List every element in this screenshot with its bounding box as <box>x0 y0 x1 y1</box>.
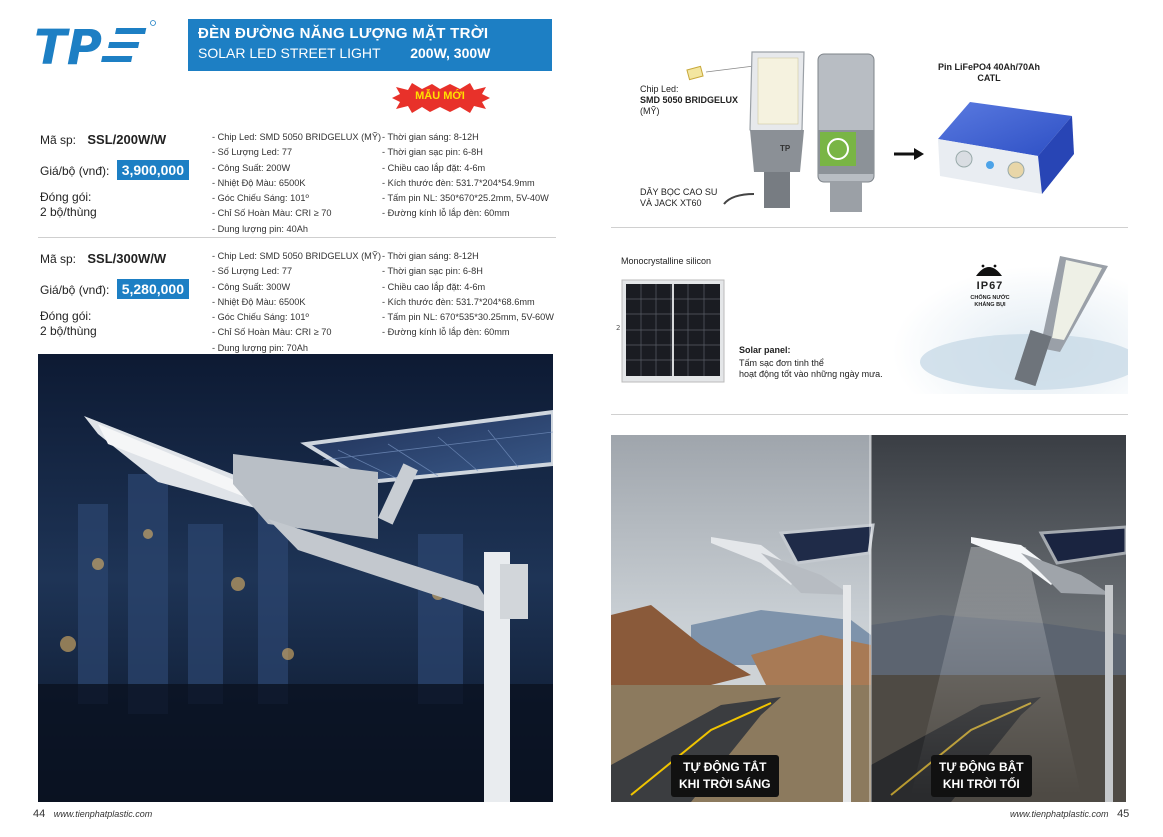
spec-item: - Góc Chiếu Sáng: 101º <box>212 312 309 323</box>
umbrella-icon <box>974 262 1004 278</box>
arrow-icon <box>914 148 924 160</box>
footer-url: www.tienphatplastic.com <box>1010 809 1109 819</box>
spec-item: - Công Suất: 300W <box>212 281 291 292</box>
packing-label: Đóng gói: <box>40 190 92 204</box>
waterproof-lamp-image <box>880 252 1128 394</box>
spec-item: - Kích thước đèn: 531.7*204*68.6mm <box>382 296 535 307</box>
page-subtitle <box>198 45 542 61</box>
spec-item: - Dung lượng pin: 40Ah <box>212 223 308 234</box>
price-label: Giá/bộ (vnđ): <box>40 283 110 297</box>
new-model-badge-text: MẪU MỚI <box>415 90 465 102</box>
spec-item: - Góc Chiếu Sáng: 101º <box>212 193 309 204</box>
spec-item: - Đường kính lỗ lắp đèn: 60mm <box>382 327 510 338</box>
ip-line1: CHỐNG NƯỚC <box>970 295 1010 301</box>
brand-logo <box>34 20 156 70</box>
spec-item: - Thời gian sáng: 8-12H <box>382 132 479 142</box>
day-night-comparison-photo <box>611 435 1126 802</box>
ip-rating: IP67 <box>976 280 1004 292</box>
spec-list-right <box>382 130 549 222</box>
cable-label-line1: DÂY BỌC CAO SU <box>640 187 718 197</box>
spec-item: - Số Lượng Led: 77 <box>212 266 293 277</box>
product-divider <box>38 237 556 238</box>
power-range: 200W, 300W <box>410 45 491 61</box>
panel-type-label: Monocrystalline silicon <box>621 256 712 266</box>
caption-night-line2: KHI TRỜI TỐI <box>942 777 1020 791</box>
spec-item: - Chỉ Số Hoàn Màu: CRI ≥ 70 <box>212 208 332 219</box>
spec-list-left <box>212 130 381 237</box>
spec-item: - Chiều cao lắp đặt: 4-6m <box>382 281 486 292</box>
spec-item: - Thời gian sáng: 8-12H <box>382 251 479 261</box>
code-label: Mã sp: <box>40 133 77 147</box>
spec-item: - Chip Led: SMD 5050 BRIDGELUX (MỸ) <box>212 132 382 142</box>
footer-right <box>1010 808 1129 820</box>
spec-item: - Thời gian sạc pin: 6-8H <box>382 266 483 277</box>
panel-desc-line2: hoạt động tốt vào những ngày mưa. <box>739 369 883 379</box>
caption-day-line1: TỰ ĐỘNG TẮT <box>683 760 767 774</box>
price-label: Giá/bộ (vnđ): <box>40 164 110 178</box>
chip-label-origin: (MỸ) <box>640 106 660 116</box>
panel-desc-line1: Tấm sạc đơn tinh thể <box>739 358 824 368</box>
lamp-brand-mark: TP <box>780 144 791 153</box>
spec-item: - Công Suất: 200W <box>212 162 291 173</box>
panel-title: Solar panel: <box>739 345 791 355</box>
product-code: SSL/300W/W <box>87 251 167 266</box>
spec-item: - Chip Led: SMD 5050 BRIDGELUX (MỸ) <box>212 251 382 261</box>
spec-item: - Số Lượng Led: 77 <box>212 147 293 158</box>
price-value: 3,900,000 <box>117 160 189 180</box>
spec-item: - Tấm pin NL: 350*670*25.2mm, 5V-40W <box>382 193 549 204</box>
spec-list-left <box>212 249 381 356</box>
spec-item: - Dung lượng pin: 70Ah <box>212 342 308 353</box>
component-diagram <box>614 44 1134 219</box>
title-box <box>188 19 552 71</box>
product-code-row <box>40 132 166 147</box>
solar-panel-image <box>616 278 726 384</box>
footer-url: www.tienphatplastic.com <box>53 809 153 819</box>
packing-info <box>40 190 97 220</box>
spec-item: - Nhiệt Độ Màu: 6500K <box>212 177 306 188</box>
cable-label <box>640 187 717 209</box>
page-number: 45 <box>1117 808 1130 820</box>
spec-item: - Nhiệt Độ Màu: 6500K <box>212 296 306 307</box>
packing-label: Đóng gói: <box>40 309 92 323</box>
battery-label <box>914 62 1064 84</box>
section-divider <box>611 414 1128 415</box>
battery-label-line1: Pin LiFePO4 40Ah/70Ah <box>937 62 1041 72</box>
ip-description <box>966 295 1014 309</box>
spec-item: - Chiều cao lắp đặt: 4-6m <box>382 162 486 173</box>
registered-mark <box>151 21 156 26</box>
product-photo-night-city <box>38 354 553 802</box>
page-title: ĐÈN ĐƯỜNG NĂNG LƯỢNG MẶT TRỜI <box>198 25 489 42</box>
code-label: Mã sp: <box>40 252 77 266</box>
packing-value: 2 bộ/thùng <box>40 324 97 338</box>
svg-text:2: 2 <box>616 324 621 332</box>
page-number: 44 <box>33 808 46 820</box>
footer-left <box>33 808 152 820</box>
logo-text: TP <box>34 20 102 70</box>
ip-line2: KHÁNG BỤI <box>974 302 1006 308</box>
caption-night-line1: TỰ ĐỘNG BẬT <box>939 760 1024 774</box>
battery-label-line2: CATL <box>977 73 1001 83</box>
subtitle-en: SOLAR LED STREET LIGHT <box>198 45 381 61</box>
chip-label-model: SMD 5050 BRIDGELUX <box>640 95 739 105</box>
chip-label-line: Chip Led: <box>640 84 679 94</box>
cable-label-line2: VÀ JACK XT60 <box>640 198 702 208</box>
price-row <box>40 279 189 299</box>
chip-led-label <box>640 84 738 117</box>
spec-item: - Đường kính lỗ lắp đèn: 60mm <box>382 208 510 219</box>
caption-night <box>931 755 1032 797</box>
price-row <box>40 160 189 180</box>
caption-day <box>671 755 779 797</box>
led-chip-icon <box>687 66 703 79</box>
spec-item: - Kích thước đèn: 531.7*204*54.9mm <box>382 177 535 188</box>
spec-item: - Chỉ Số Hoàn Màu: CRI ≥ 70 <box>212 327 332 338</box>
spec-item: - Tấm pin NL: 670*535*30.25mm, 5V-60W <box>382 312 554 323</box>
price-value: 5,280,000 <box>117 279 189 299</box>
panel-description <box>739 345 883 380</box>
logo-e-mark <box>101 28 146 62</box>
product-code-row <box>40 251 166 266</box>
packing-value: 2 bộ/thùng <box>40 205 97 219</box>
section-divider <box>611 227 1128 228</box>
packing-info <box>40 309 97 339</box>
product-code: SSL/200W/W <box>87 132 167 147</box>
caption-day-line2: KHI TRỜI SÁNG <box>679 777 771 791</box>
spec-item: - Thời gian sạc pin: 6-8H <box>382 147 483 158</box>
spec-list-right <box>382 249 554 341</box>
